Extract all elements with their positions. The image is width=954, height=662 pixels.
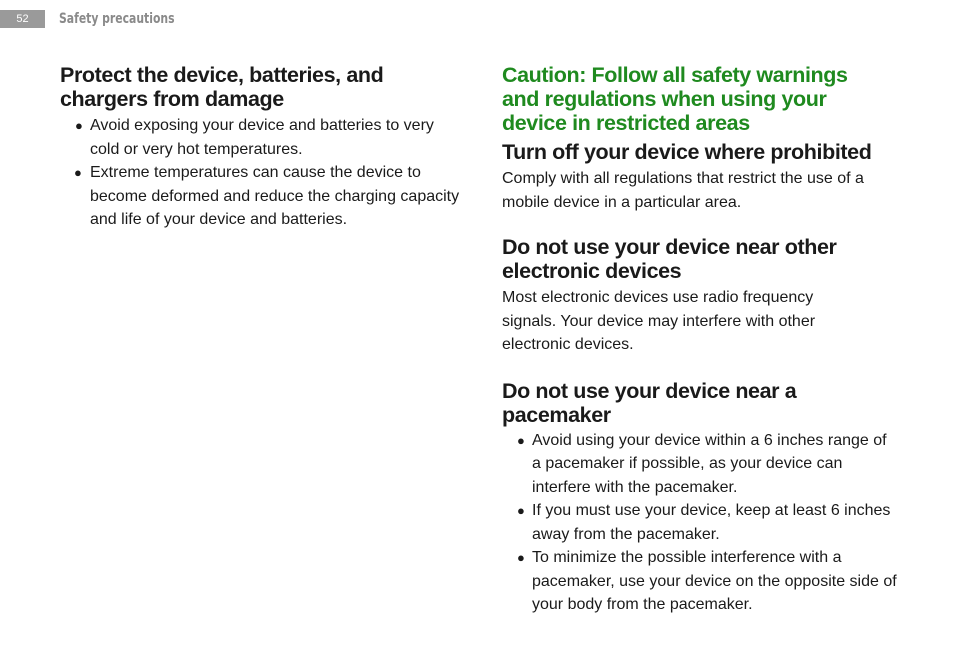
right-column (502, 63, 912, 617)
caution-heading: Caution: Follow all safety warnings and regulations when using your device in restricted areas (502, 63, 848, 135)
list-item (502, 546, 912, 617)
bullet-icon: ● (517, 432, 525, 448)
list-item (60, 161, 460, 232)
pacemaker-list (502, 429, 912, 617)
bullet-icon: ● (74, 165, 82, 180)
list-item (60, 114, 452, 161)
list-item-text: Extreme temperatures can cause the device to become deformed and reduce the charging capacity and life of your device and batteries. (90, 164, 460, 228)
turn-off-body: Comply with all regulations that restrict the use of a mobile device in a particular area. (502, 170, 864, 211)
section-title: Safety precautions (59, 11, 175, 27)
pacemaker-heading: Do not use your device near a pacemaker (502, 378, 797, 427)
protect-device-list (60, 114, 460, 232)
list-item-text: Avoid using your device within a 6 inches range of a pacemaker if possible, as your device can interfere with the pacemaker. (532, 431, 887, 496)
bullet-icon: ● (517, 550, 525, 565)
list-item-text: To minimize the possible interference with a pacemaker, use your device on the opposite side of your body from the pacemaker. (532, 549, 897, 613)
list-item (502, 499, 902, 546)
electronic-devices-body: Most electronic devices use radio frequency signals. Your device may interfere with other electronic devices. (502, 289, 816, 353)
bullet-icon: ● (517, 503, 525, 518)
bullet-icon: ● (75, 118, 83, 133)
list-item (502, 429, 892, 500)
turn-off-heading: Turn off your device where prohibited (502, 140, 872, 164)
left-column (60, 63, 460, 232)
list-item-text: Avoid exposing your device and batteries to very cold or very hot temperatures. (90, 117, 434, 158)
protect-device-heading: Protect the device, batteries, and chargers from damage (60, 63, 384, 111)
electronic-devices-heading: Do not use your device near other electronic devices (502, 235, 837, 283)
page-number-tab: 52 (0, 10, 45, 28)
list-item-text: If you must use your device, keep at least 6 inches away from the pacemaker. (532, 502, 891, 543)
